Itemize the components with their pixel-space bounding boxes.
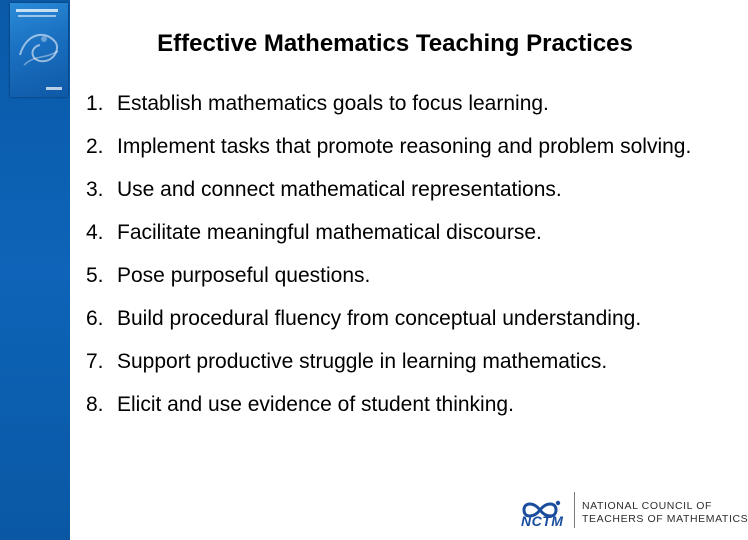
cover-publisher-line	[46, 87, 62, 90]
logo-organization-name	[582, 500, 748, 526]
slide-title: Effective Mathematics Teaching Practices	[157, 30, 633, 57]
item-text: Use and connect mathematical representations.	[117, 178, 562, 201]
nctm-logo	[518, 490, 748, 532]
logo-acronym: NCTM	[521, 513, 564, 529]
item-number: 7.	[86, 350, 104, 373]
item-text: Implement tasks that promote reasoning and problem solving.	[117, 135, 692, 158]
list-item	[86, 348, 716, 375]
list-item	[86, 391, 716, 418]
cover-subtitle-line	[18, 15, 56, 17]
item-text: Elicit and use evidence of student thinking.	[117, 393, 514, 416]
item-text: Build procedural fluency from conceptual understanding.	[117, 307, 642, 330]
logo-line-2: TEACHERS OF MATHEMATICS	[582, 513, 748, 525]
list-item	[86, 305, 716, 332]
logo-line-1: NATIONAL COUNCIL OF	[582, 500, 713, 512]
item-text: Support productive struggle in learning mathematics.	[117, 350, 608, 373]
list-item	[86, 176, 716, 203]
item-number: 8.	[86, 393, 104, 416]
item-text: Establish mathematics goals to focus learning.	[117, 92, 549, 115]
item-number: 3.	[86, 178, 104, 201]
practices-list	[86, 90, 716, 434]
list-item	[86, 219, 716, 246]
cover-title-line	[16, 9, 58, 12]
item-number: 1.	[86, 92, 104, 115]
item-text: Pose purposeful questions.	[117, 264, 371, 287]
list-item	[86, 133, 716, 160]
book-cover-thumbnail	[10, 3, 68, 97]
logo-divider	[574, 492, 575, 528]
item-text: Facilitate meaningful mathematical discourse.	[117, 221, 542, 244]
item-number: 2.	[86, 135, 104, 158]
item-number: 5.	[86, 264, 104, 287]
list-item	[86, 90, 716, 117]
item-number: 6.	[86, 307, 104, 330]
item-number: 4.	[86, 221, 104, 244]
cover-artwork	[16, 25, 62, 71]
list-item	[86, 262, 716, 289]
